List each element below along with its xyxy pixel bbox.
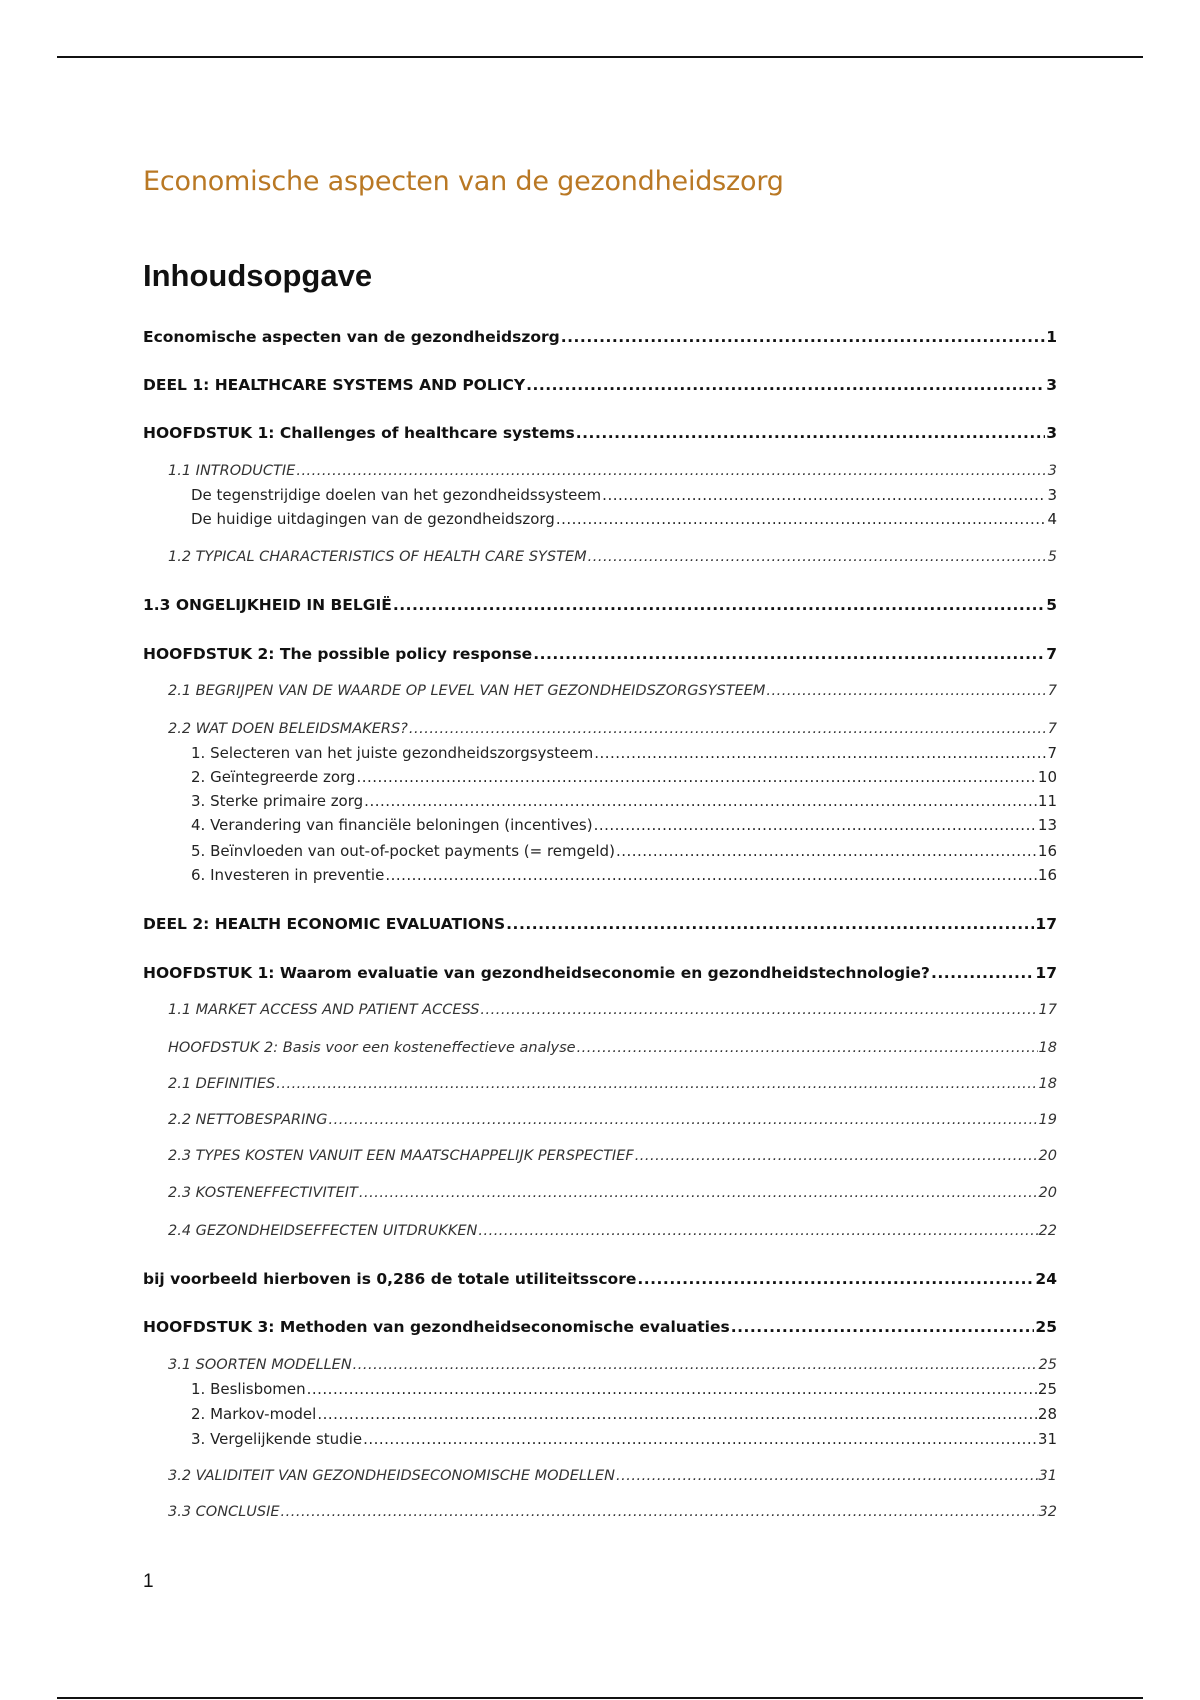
toc-entry[interactable] xyxy=(143,641,1057,663)
toc-leader xyxy=(478,1223,1037,1239)
toc-entry-label: 1.1 INTRODUCTIE xyxy=(168,463,296,479)
toc-entry-label: 4. Verandering van financiële beloningen (incentives) xyxy=(191,816,593,834)
toc-leader xyxy=(931,964,1034,982)
toc-leader xyxy=(353,1357,1038,1373)
toc-entry[interactable] xyxy=(143,960,1057,982)
toc-entry[interactable] xyxy=(168,1217,1057,1239)
toc-entry[interactable] xyxy=(191,764,1057,786)
toc-entry-label: bij voorbeeld hierboven is 0,286 de totale utiliteitsscore xyxy=(143,1270,637,1288)
toc-entry-label: HOOFDSTUK 1: Challenges of healthcare systems xyxy=(143,424,575,442)
toc-entry[interactable] xyxy=(168,996,1057,1018)
toc-entry-page: 16 xyxy=(1037,842,1057,860)
toc-entry[interactable] xyxy=(143,372,1057,394)
toc-leader xyxy=(766,683,1046,699)
toc-entry-page: 3 xyxy=(1047,486,1057,504)
toc-entry[interactable] xyxy=(143,420,1057,442)
toc-leader xyxy=(385,866,1037,884)
toc-entry[interactable] xyxy=(168,543,1057,565)
toc-entry-label: 1. Selecteren van het juiste gezondheidszorgsysteem xyxy=(191,744,594,762)
toc-entry[interactable] xyxy=(168,1034,1057,1056)
toc-entry-page: 3 xyxy=(1046,424,1057,442)
toc-entry[interactable] xyxy=(191,862,1057,884)
toc-leader xyxy=(506,915,1034,933)
toc-entry[interactable] xyxy=(191,1376,1057,1398)
toc-entry-page: 3 xyxy=(1047,463,1057,479)
toc-entry[interactable] xyxy=(168,1179,1057,1201)
footer-rule xyxy=(57,1697,1143,1699)
toc-entry[interactable] xyxy=(168,1351,1057,1373)
toc-entry[interactable] xyxy=(143,592,1057,614)
toc-entry[interactable] xyxy=(143,1314,1057,1336)
header-rule xyxy=(57,56,1143,58)
toc-leader xyxy=(317,1405,1037,1423)
toc-entry-label: 1.2 TYPICAL CHARACTERISTICS OF HEALTH CARE SYSTEM xyxy=(168,549,587,565)
toc-entry-label: 2.1 BEGRIJPEN VAN DE WAARDE OP LEVEL VAN HET GEZONDHEIDSZORGSYSTEEM xyxy=(168,683,766,699)
toc-entry-label: HOOFDSTUK 3: Methoden van gezondheidseconomische evaluaties xyxy=(143,1318,730,1336)
toc-leader xyxy=(637,1270,1034,1288)
toc-leader xyxy=(329,1112,1038,1128)
toc-entry-label: 2.2 NETTOBESPARING xyxy=(168,1112,328,1128)
toc-entry-page: 22 xyxy=(1038,1223,1057,1239)
toc-entry-page: 16 xyxy=(1037,866,1057,884)
toc-leader xyxy=(364,792,1037,810)
toc-leader xyxy=(533,645,1045,663)
toc-entry-label: 1. Beslisbomen xyxy=(191,1380,306,1398)
toc-entry[interactable] xyxy=(191,1401,1057,1423)
toc-entry-label: De huidige uitdagingen van de gezondheidszorg xyxy=(191,510,555,528)
toc-entry-page: 18 xyxy=(1038,1040,1057,1056)
toc-entry-page: 31 xyxy=(1037,1430,1057,1448)
toc-entry-label: 1.1 MARKET ACCESS AND PATIENT ACCESS xyxy=(168,1002,480,1018)
toc-leader xyxy=(576,424,1045,442)
toc-entry-label: 2.2 WAT DOEN BELEIDSMAKERS? xyxy=(168,721,408,737)
toc-entry[interactable] xyxy=(191,812,1057,834)
page-number: 1 xyxy=(143,1571,154,1592)
toc-entry[interactable] xyxy=(191,1426,1057,1448)
document-title: Economische aspecten van de gezondheidszorg xyxy=(143,166,784,197)
toc-entry-page: 5 xyxy=(1047,549,1057,565)
toc-entry-page: 17 xyxy=(1035,915,1057,933)
toc-heading: Inhoudsopgave xyxy=(143,258,373,293)
toc-entry-page: 7 xyxy=(1047,721,1057,737)
toc-leader xyxy=(526,376,1045,394)
toc-entry-label: 2.4 GEZONDHEIDSEFFECTEN UITDRUKKEN xyxy=(168,1223,478,1239)
toc-leader xyxy=(363,1430,1037,1448)
toc-entry-page: 4 xyxy=(1047,510,1057,528)
toc-entry-page: 7 xyxy=(1047,683,1057,699)
toc-entry-label: 1.3 ONGELIJKHEID IN BELGIË xyxy=(143,596,392,614)
toc-leader xyxy=(731,1318,1035,1336)
toc-entry-page: 31 xyxy=(1038,1468,1057,1484)
toc-leader xyxy=(616,842,1037,860)
toc-entry-page: 25 xyxy=(1035,1318,1057,1336)
toc-entry-page: 20 xyxy=(1038,1185,1057,1201)
toc-entry-label: 3.3 CONCLUSIE xyxy=(168,1504,280,1520)
toc-entry[interactable] xyxy=(191,482,1057,504)
toc-entry[interactable] xyxy=(191,838,1057,860)
toc-entry-page: 28 xyxy=(1037,1405,1057,1423)
toc-entry-label: 3.1 SOORTEN MODELLEN xyxy=(168,1357,352,1373)
toc-entry-page: 5 xyxy=(1046,596,1057,614)
toc-entry[interactable] xyxy=(143,324,1057,346)
toc-entry[interactable] xyxy=(168,457,1057,479)
toc-entry-page: 18 xyxy=(1038,1076,1057,1092)
toc-entry-page: 32 xyxy=(1038,1504,1057,1520)
toc-entry-page: 10 xyxy=(1037,768,1057,786)
toc-entry-page: 19 xyxy=(1038,1112,1057,1128)
toc-entry[interactable] xyxy=(168,1462,1057,1484)
toc-entry-label: De tegenstrijdige doelen van het gezondheidssysteem xyxy=(191,486,602,504)
toc-entry-page: 20 xyxy=(1038,1148,1057,1164)
toc-entry-label: 3.2 VALIDITEIT VAN GEZONDHEIDSECONOMISCHE MODELLEN xyxy=(168,1468,616,1484)
toc-entry-label: HOOFDSTUK 2: Basis voor een kosteneffectieve analyse xyxy=(168,1040,576,1056)
toc-entry[interactable] xyxy=(168,1498,1057,1520)
toc-entry-label: 2.1 DEFINITIES xyxy=(168,1076,276,1092)
toc-leader xyxy=(356,768,1036,786)
toc-entry-page: 17 xyxy=(1035,964,1057,982)
toc-entry[interactable] xyxy=(168,677,1057,699)
toc-leader xyxy=(359,1185,1038,1201)
toc-entry[interactable] xyxy=(168,1142,1057,1164)
toc-entry-label: 2.3 TYPES KOSTEN VANUIT EEN MAATSCHAPPELIJK PERSPECTIEF xyxy=(168,1148,634,1164)
toc-leader xyxy=(594,744,1046,762)
toc-entry-page: 1 xyxy=(1046,328,1057,346)
toc-entry-page: 25 xyxy=(1038,1357,1057,1373)
toc-leader xyxy=(588,549,1047,565)
toc-leader xyxy=(556,510,1047,528)
toc-entry-label: 6. Investeren in preventie xyxy=(191,866,385,884)
toc-entry-label: 3. Sterke primaire zorg xyxy=(191,792,364,810)
toc-leader xyxy=(602,486,1046,504)
toc-entry-label: 3. Vergelijkende studie xyxy=(191,1430,363,1448)
toc-leader xyxy=(577,1040,1038,1056)
toc-leader xyxy=(409,721,1047,737)
toc-entry-page: 7 xyxy=(1047,744,1057,762)
toc-leader xyxy=(561,328,1045,346)
toc-entry[interactable] xyxy=(143,911,1057,933)
toc-entry-label: Economische aspecten van de gezondheidszorg xyxy=(143,328,560,346)
toc-entry-label: DEEL 2: HEALTH ECONOMIC EVALUATIONS xyxy=(143,915,506,933)
toc-entry-label: 5. Beïnvloeden van out-of-pocket payments (= remgeld) xyxy=(191,842,615,860)
toc-entry[interactable] xyxy=(191,788,1057,810)
toc-leader xyxy=(616,1468,1038,1484)
toc-leader xyxy=(594,816,1037,834)
toc-leader xyxy=(307,1380,1037,1398)
toc-entry-page: 3 xyxy=(1046,376,1057,394)
toc-entry[interactable] xyxy=(143,1266,1057,1288)
toc-entry-page: 7 xyxy=(1046,645,1057,663)
toc-entry-label: 2. Markov-model xyxy=(191,1405,317,1423)
toc-leader xyxy=(276,1076,1037,1092)
toc-entry-label: DEEL 1: HEALTHCARE SYSTEMS AND POLICY xyxy=(143,376,526,394)
toc-entry[interactable] xyxy=(191,740,1057,762)
toc-entry-page: 13 xyxy=(1037,816,1057,834)
toc-entry-label: 2.3 KOSTENEFFECTIVITEIT xyxy=(168,1185,358,1201)
toc-entry-label: HOOFDSTUK 2: The possible policy response xyxy=(143,645,533,663)
toc-leader xyxy=(635,1148,1038,1164)
toc-entry[interactable] xyxy=(168,715,1057,737)
toc-leader xyxy=(296,463,1046,479)
toc-entry[interactable] xyxy=(168,1070,1057,1092)
toc-leader xyxy=(281,1504,1038,1520)
toc-entry-page: 25 xyxy=(1037,1380,1057,1398)
toc-entry-label: 2. Geïntegreerde zorg xyxy=(191,768,356,786)
toc-entry-page: 24 xyxy=(1035,1270,1057,1288)
toc-entry-page: 17 xyxy=(1038,1002,1057,1018)
toc-entry-label: HOOFDSTUK 1: Waarom evaluatie van gezondheidseconomie en gezondheidstechnologie? xyxy=(143,964,930,982)
toc-entry-page: 11 xyxy=(1037,792,1057,810)
toc-leader xyxy=(480,1002,1037,1018)
toc-entry[interactable] xyxy=(191,506,1057,528)
toc-entry[interactable] xyxy=(168,1106,1057,1128)
toc-leader xyxy=(393,596,1045,614)
